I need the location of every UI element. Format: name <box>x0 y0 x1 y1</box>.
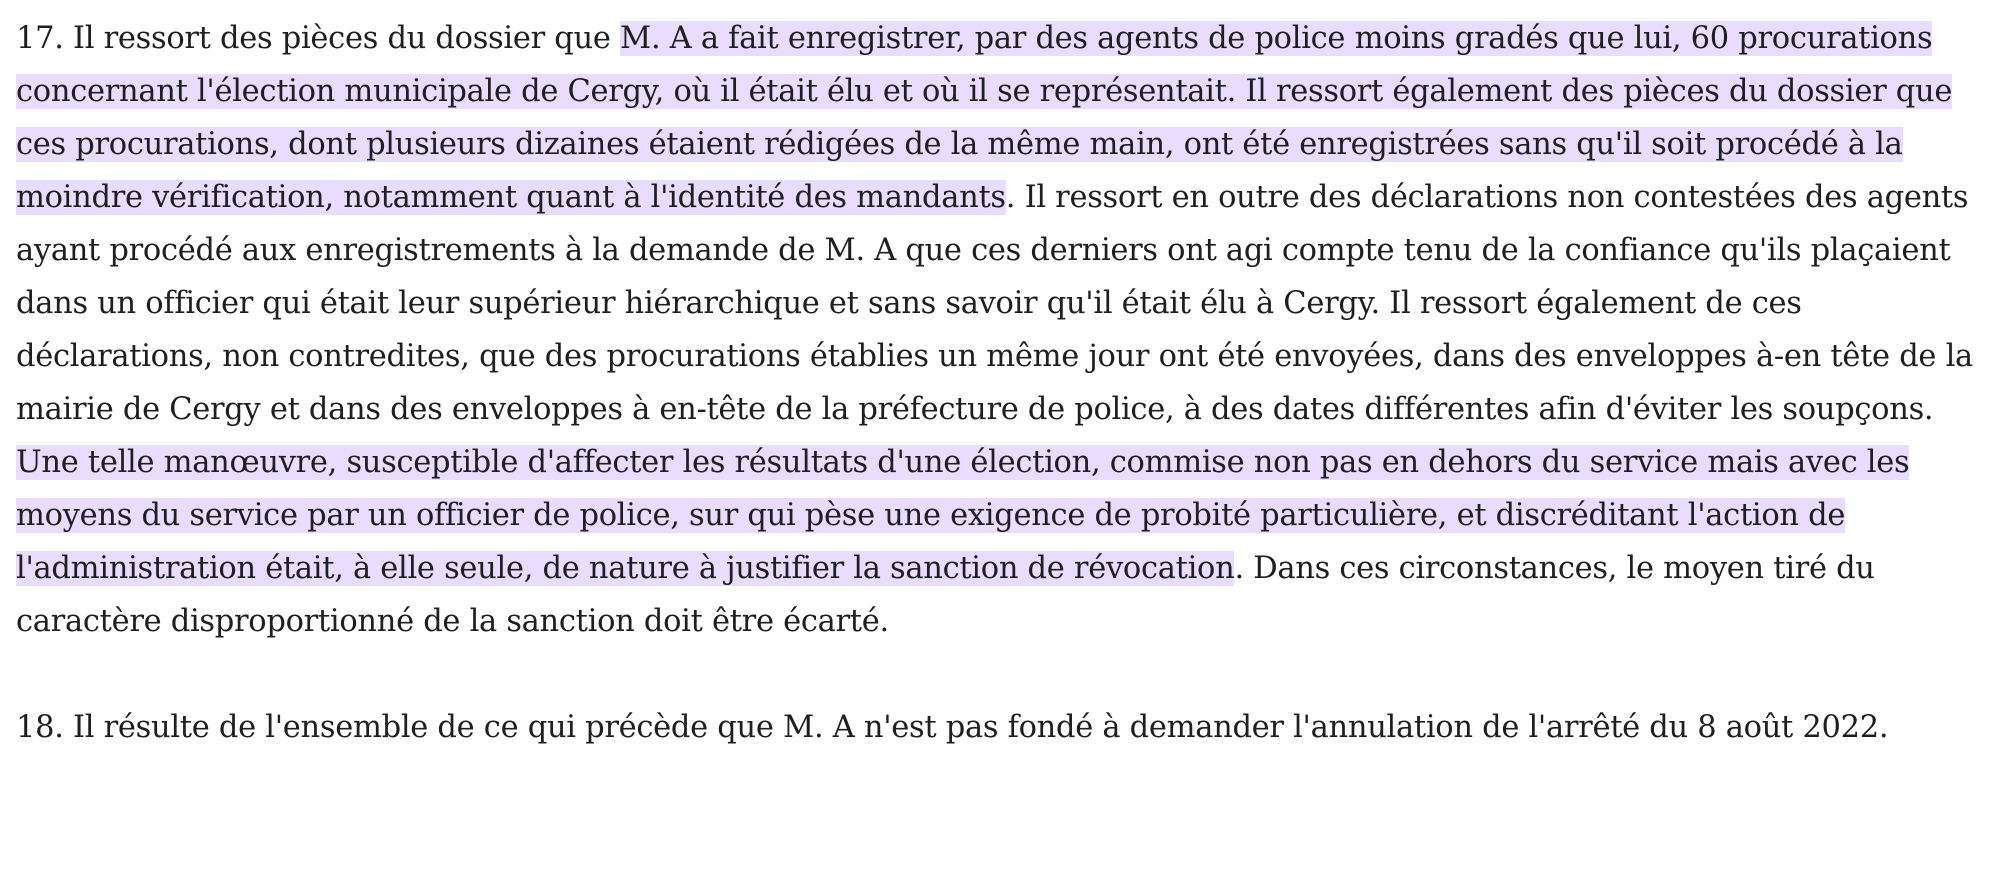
text-segment: . Dans ces circonstances, le moyen tiré du caractère disproportionné de la sanction doit être écarté. <box>16 551 1875 639</box>
text-segment: 17. Il ressort des pièces du dossier que <box>16 21 621 56</box>
paragraph-18 <box>16 701 1988 754</box>
text-segment: . Il ressort en outre des déclarations non contestées des agents ayant procédé aux enregistrements à la demande de M. A que ces derniers ont agi compte tenu de la confiance qu'ils plaçaient dans un officier qui était leur supérieur hiérarchique et sans savoir qu'il était élu à Cergy. Il ressort également de ces déclarations, non contredites, que des procurations établies un même jour ont été envoyées, dans des enveloppes à-en tête de la mairie de Cergy et dans des enveloppes à en-tête de la préfecture de police, à des dates différentes afin d'éviter les soupçons. <box>16 180 1973 427</box>
highlighted-text[interactable]: Une telle manœuvre, susceptible d'affecter les résultats d'une élection, commise non pas en dehors du service mais avec les moyens du service par un officier de police, sur qui pèse une exigence de probité particulière, et discréditant l'action de l'administration était, à elle seule, de nature à justifier la sanction de révocation <box>16 445 1910 586</box>
paragraph-17 <box>16 12 1988 648</box>
highlighted-text[interactable]: M. A a fait enregistrer, par des agents de police moins gradés que lui, 60 procurations concernant l'élection municipale de Cergy, où il était élu et où il se représentait. Il ressort également des pièces du dossier que ces procurations, dont plusieurs dizaines étaient rédigées de la même main, ont été enregistrées sans qu'il soit procédé à la moindre vérification, notamment quant à l'identité des mandants <box>16 21 1953 215</box>
text-segment: 18. Il résulte de l'ensemble de ce qui précède que M. A n'est pas fondé à demander l'annulation de l'arrêté du 8 août 2022. <box>16 710 1889 745</box>
